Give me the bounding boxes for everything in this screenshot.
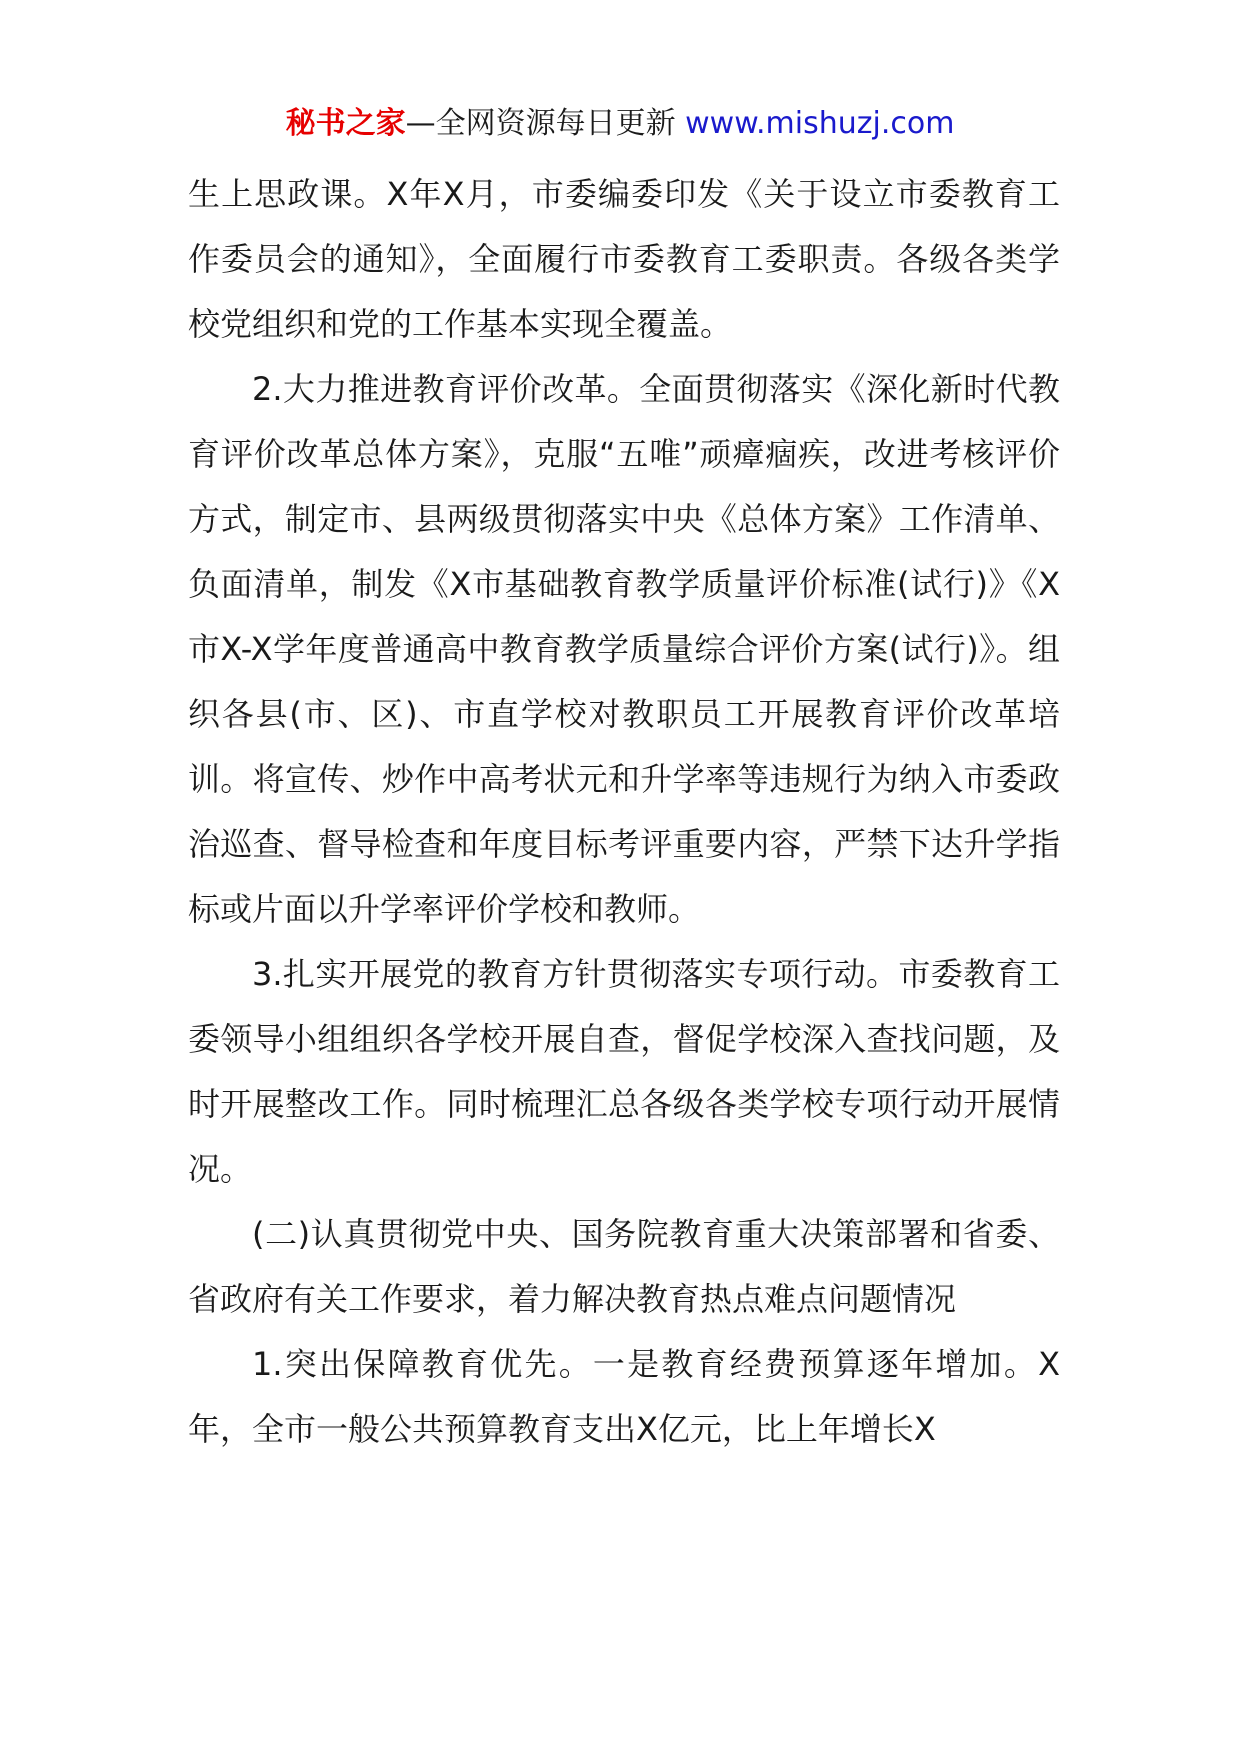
header-url-link[interactable]: www.mishuzj.com: [685, 106, 955, 141]
document-body: [188, 162, 1060, 1462]
header-tagline: —全网资源每日更新: [405, 106, 676, 141]
section-heading-2: (二)认真贯彻党中央、国务院教育重大决策部署和省委、省政府有关工作要求，着力解决教育热点难点问题情况: [188, 1215, 1060, 1318]
header-brand: 秘书之家: [285, 106, 406, 141]
paragraph-evaluation-reform: 2.大力推进教育评价改革。全面贯彻落实《深化新时代教育评价改革总体方案》，克服“五唯”顽瘴痼疾，改进考核评价方式，制定市、县两级贯彻落实中央《总体方案》工作清单、负面清单，制发《X市基础教育教学质量评价标准(试行)》《X市X-X学年度普通高中教育教学质量综合评价方案(试行)》。组织各县(市、区)、市直学校对教职员工开展教育评价改革培训。将宣传、炒作中高考状元和升学率等违规行为纳入市委政治巡查、督导检查和年度目标考评重要内容，严禁下达升学指标或片面以升学率评价学校和教师。: [188, 370, 1060, 928]
paragraph-continuation: 生上思政课。X年X月，市委编委印发《关于设立市委教育工作委员会的通知》，全面履行市委教育工委职责。各级各类学校党组织和党的工作基本实现全覆盖。: [188, 175, 1060, 343]
paragraph-special-action: 3.扎实开展党的教育方针贯彻落实专项行动。市委教育工委领导小组组织各学校开展自查，督促学校深入查找问题，及时开展整改工作。同时梳理汇总各级各类学校专项行动开展情况。: [188, 955, 1060, 1188]
paragraph-education-priority: 1.突出保障教育优先。一是教育经费预算逐年增加。X年，全市一般公共预算教育支出X亿元，比上年增长X: [188, 1345, 1060, 1448]
page-header: [0, 102, 1240, 146]
